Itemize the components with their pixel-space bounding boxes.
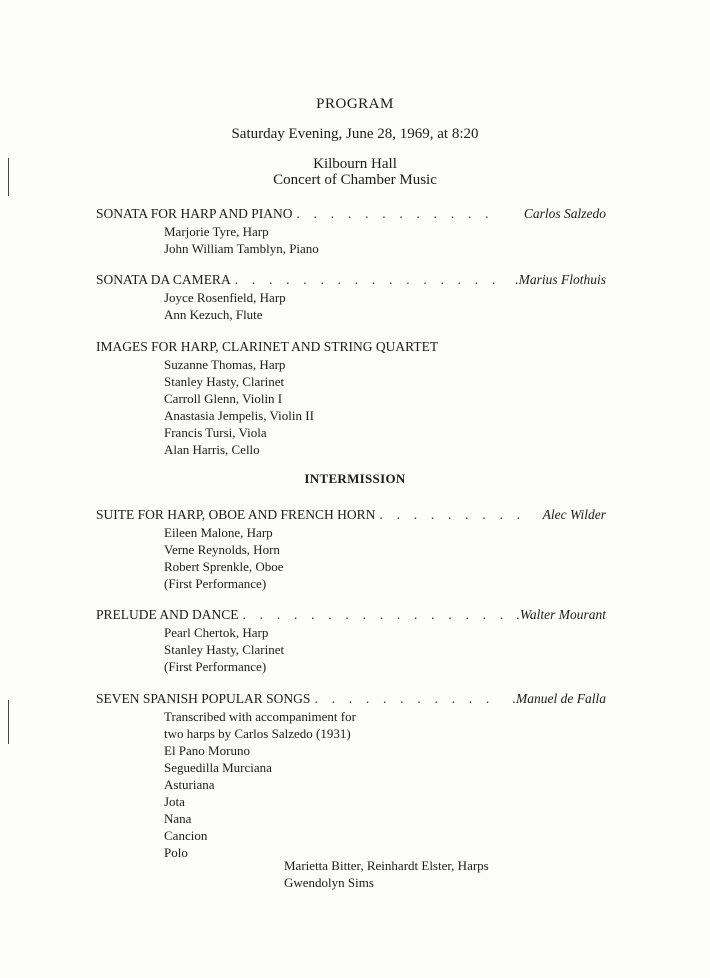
page-title: PROGRAM xyxy=(316,96,394,112)
song-title: Nana xyxy=(164,811,192,826)
performer: Verne Reynolds, Horn xyxy=(164,542,280,557)
performer: John William Tamblyn, Piano xyxy=(164,241,319,256)
performer: Eileen Malone, Harp xyxy=(164,525,273,540)
performer: Alan Harris, Cello xyxy=(164,442,260,457)
composer-name: Alec Wilder xyxy=(542,507,606,522)
dot-leaders: . . . . . . . . . xyxy=(379,507,526,522)
composer-name: Carlos Salzedo xyxy=(523,206,606,221)
performer: Marjorie Tyre, Harp xyxy=(164,224,269,239)
performer: Suzanne Thomas, Harp xyxy=(164,357,286,372)
dot-leaders: . . . . . . . . . . . xyxy=(314,691,495,706)
final-performer-credit xyxy=(284,857,489,891)
program-piece xyxy=(96,690,606,861)
performer-list xyxy=(96,624,606,675)
piece-heading xyxy=(96,606,606,624)
song-title: Polo xyxy=(164,845,188,860)
performance-note: (First Performance) xyxy=(164,576,267,591)
performer: Pearl Chertok, Harp xyxy=(164,625,269,640)
song-title: Seguedilla Murciana xyxy=(164,760,272,775)
program-piece xyxy=(96,271,606,323)
piece-heading xyxy=(96,506,606,524)
composer-name: .Manuel de Falla xyxy=(512,691,606,706)
piece-title: SUITE FOR HARP, OBOE AND FRENCH HORN xyxy=(96,507,376,522)
performer-list xyxy=(96,356,606,458)
performer: Carroll Glenn, Violin I xyxy=(164,391,283,406)
piece-heading xyxy=(96,690,606,708)
piece-title: SONATA FOR HARP AND PIANO xyxy=(96,206,293,221)
concert-date: Saturday Evening, June 28, 1969, at 8:20 xyxy=(231,126,479,142)
song-title: Cancion xyxy=(164,828,208,843)
piece-title: SONATA DA CAMERA xyxy=(96,272,231,287)
program-piece xyxy=(96,338,606,458)
performer: Stanley Hasty, Clarinet xyxy=(164,642,285,657)
margin-mark xyxy=(8,700,9,744)
performer: Robert Sprenkle, Oboe xyxy=(164,559,284,574)
arrangement-note: two harps by Carlos Salzedo (1931) xyxy=(164,726,351,741)
program-piece xyxy=(96,205,606,257)
performer: Marietta Bitter, Reinhardt Elster, Harps xyxy=(284,858,489,873)
performer-list xyxy=(96,223,606,257)
program-piece xyxy=(96,606,606,675)
composer-name: .Marius Flothuis xyxy=(515,272,606,287)
performer: Gwendolyn Sims xyxy=(284,875,374,890)
dot-leaders: . . . . . . . . . . . . xyxy=(296,206,494,221)
piece-heading xyxy=(96,338,606,356)
song-title: Jota xyxy=(164,794,185,809)
performance-note: (First Performance) xyxy=(164,659,267,674)
performer: Stanley Hasty, Clarinet xyxy=(164,374,285,389)
song-list xyxy=(96,708,606,861)
piece-title: PRELUDE AND DANCE xyxy=(96,607,239,622)
intermission-heading: INTERMISSION xyxy=(304,471,406,486)
composer-name: .Walter Mourant xyxy=(516,607,606,622)
performer-list xyxy=(96,289,606,323)
song-title: El Pano Moruno xyxy=(164,743,250,758)
performer-list xyxy=(96,524,606,592)
venue-name: Kilbourn Hall xyxy=(313,156,397,172)
dot-leaders: . . . . . . . . . . . . . . . . xyxy=(242,607,509,622)
performer: Joyce Rosenfield, Harp xyxy=(164,290,286,305)
margin-mark xyxy=(8,158,9,196)
program-piece xyxy=(96,506,606,592)
song-title: Asturiana xyxy=(164,777,215,792)
arrangement-note: Transcribed with accompaniment for xyxy=(164,709,356,724)
piece-heading xyxy=(96,271,606,289)
piece-title: SEVEN SPANISH POPULAR SONGS xyxy=(96,691,311,706)
concert-subtitle: Concert of Chamber Music xyxy=(273,172,437,188)
performer: Ann Kezuch, Flute xyxy=(164,307,263,322)
dot-leaders: . . . . . . . . . . . . . . . . xyxy=(234,272,501,287)
performer: Anastasia Jempelis, Violin II xyxy=(164,408,314,423)
piece-title: IMAGES FOR HARP, CLARINET AND STRING QUARTET xyxy=(96,339,439,354)
piece-heading xyxy=(96,205,606,223)
performer: Francis Tursi, Viola xyxy=(164,425,267,440)
